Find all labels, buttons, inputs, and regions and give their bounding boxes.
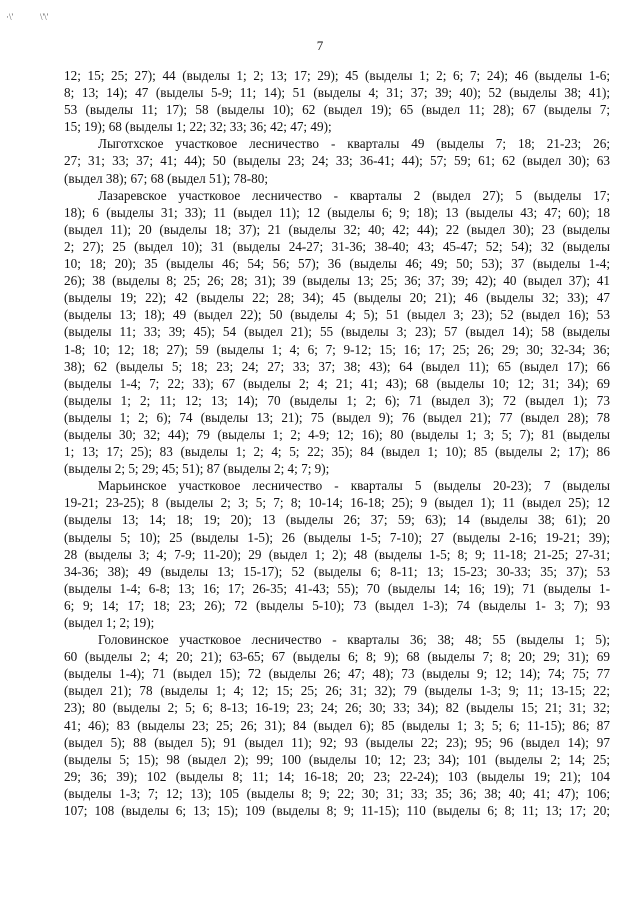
text-line: (выдел 21); 78 (выделы 1; 4; 12; 15; 25; 26; 31; 32); 79 (выделы 1-3; 9; 11; 13-15; 22; bbox=[64, 683, 610, 699]
text-line: (выдел 11); 20 (выделы 18; 37); 21 (выделы 32; 40; 42; 44); 22 (выдел 30); 23 (выделы bbox=[64, 221, 610, 237]
page-number: 7 bbox=[316, 38, 324, 53]
text-line: 38); 62 (выделы 5; 18; 23; 24; 27; 33; 37; 38; 43); 64 (выдел 11); 65 (выдел 17); 66 bbox=[64, 358, 610, 374]
text-line: (выделы 1; 2; 11; 12; 13; 14); 70 (выделы 1; 2; 6); 71 (выдел 3); 72 (выдел 1); 73 bbox=[64, 392, 610, 408]
text-line: (выделы 30; 32; 44); 79 (выделы 1; 2; 4-9; 12; 16); 80 (выделы 1; 3; 5; 7); 81 (выделы bbox=[64, 426, 610, 442]
text-line: 15; 19); 68 (выделы 1; 22; 32; 33; 36; 42; 47; 49); bbox=[64, 119, 332, 135]
paragraph bbox=[64, 477, 610, 631]
text-line: (выдел 38); 67; 68 (выдел 51); 78-80; bbox=[64, 170, 268, 186]
text-line: (выделы 1-4); 71 (выдел 15); 72 (выделы 26; 47; 48); 73 (выделы 9; 12; 14); 74; 75; 77 bbox=[64, 666, 610, 682]
text-line: 1; 13; 17; 25); 83 (выделы 1; 2; 4; 5; 22; 35); 84 (выдел 1; 10); 85 (выделы 2; 17); 86 bbox=[64, 444, 610, 460]
text-line: 6; 9; 14; 17; 18; 23; 26); 72 (выделы 5-10); 73 (выдел 1-3); 74 (выделы 1- 3; 7); 93 bbox=[64, 597, 610, 613]
document-body bbox=[64, 67, 610, 819]
text-line: Головинское участковое лесничество - кварталы 36; 38; 48; 55 (выделы 1; 5); bbox=[98, 632, 610, 648]
scan-artifact: ·\' bbox=[6, 12, 14, 22]
text-line: 2; 27); 25 (выдел 10); 31 (выделы 24-27; 31-36; 38-40; 43; 45-47; 52; 54); 32 (выделы bbox=[64, 238, 610, 254]
text-line: (выделы 13; 18); 49 (выдел 22); 50 (выделы 4; 5); 51 (выдел 3; 23); 52 (выдел 16); 53 bbox=[64, 307, 610, 323]
text-line: (выделы 19; 22); 42 (выделы 22; 28; 34); 45 (выделы 20; 21); 46 (выделы 32; 33); 47 bbox=[64, 290, 610, 306]
text-line: (выдел 1; 2; 19); bbox=[64, 615, 155, 630]
text-line: 10; 18; 20); 35 (выделы 46; 54; 56; 57); 36 (выделы 46; 49; 50; 53); 37 (выделы 1-4; bbox=[64, 256, 610, 272]
text-line: Марьинское участковое лесничество - кварталы 5 (выделы 20-23); 7 (выделы bbox=[98, 478, 610, 494]
text-line: (выделы 5; 15); 98 (выдел 2); 99; 100 (выделы 10; 12; 23; 34); 101 (выделы 2; 14; 25; bbox=[64, 751, 610, 767]
text-line: (выделы 13; 14; 18; 19; 20); 13 (выделы 26; 37; 59; 63); 14 (выделы 38; 61); 20 bbox=[64, 512, 610, 528]
text-line: 18); 6 (выделы 31; 33); 11 (выдел 11); 12 (выделы 6; 9; 18); 13 (выделы 43; 47; 60); 18 bbox=[64, 204, 610, 220]
text-line: 41; 46); 83 (выделы 23; 25; 26; 31); 84 (выдел 6); 85 (выделы 1; 3; 5; 6; 11-15); 86; 87 bbox=[64, 717, 610, 733]
paragraph bbox=[64, 187, 610, 478]
text-line: 26); 38 (выделы 8; 25; 26; 28; 31); 39 (выделы 13; 25; 36; 37; 39; 42); 40 (выдел 37); 41 bbox=[64, 273, 610, 289]
text-line: (выделы 11; 33; 39; 45); 54 (выдел 21); 55 (выделы 3; 23); 57 (выдел 14); 58 (выделы bbox=[64, 324, 610, 340]
text-line: (выдел 5); 88 (выдел 5); 91 (выдел 11); 92; 93 (выделы 22; 23); 95; 96 (выдел 14); 97 bbox=[64, 734, 610, 750]
text-line: 53 (выделы 11; 17); 58 (выделы 10); 62 (выдел 19); 65 (выдел 11; 28); 67 (выделы 7; bbox=[64, 102, 610, 118]
text-line: 1-8; 10; 12; 18; 27); 59 (выделы 1; 4; 6; 7; 9-12; 15; 16; 17; 25; 26; 29; 30; 32-34; 36; bbox=[64, 341, 610, 357]
paragraph bbox=[64, 67, 610, 135]
text-line: (выделы 2; 5; 29; 45; 51); 87 (выделы 2; 4; 7; 9); bbox=[64, 461, 330, 477]
text-line: 28 (выделы 3; 4; 7-9; 11-20); 29 (выдел 1; 2); 48 (выделы 1-5; 8; 9; 11-18; 21-25; 27-31; bbox=[64, 546, 610, 562]
text-line: 27; 31; 33; 37; 41; 44); 50 (выделы 23; 24; 33; 36-41; 44); 57; 59; 61; 62 (выдел 30); 63 bbox=[64, 153, 610, 169]
text-line: (выделы 1-4; 7; 22; 33); 67 (выделы 2; 4; 21; 41; 43); 68 (выделы 10; 12; 31; 34); 69 bbox=[64, 375, 610, 391]
paragraph bbox=[64, 631, 610, 819]
text-line: 12; 15; 25; 27); 44 (выделы 1; 2; 13; 17; 29); 45 (выделы 1; 2; 6; 7; 24); 46 (выделы 1-6; bbox=[64, 68, 610, 83]
text-line: 60 (выделы 2; 4; 20; 21); 63-65; 67 (выделы 6; 8; 9); 68 (выделы 7; 8; 20; 29; 31); 69 bbox=[64, 649, 610, 665]
text-line: 107; 108 (выделы 6; 13; 15); 109 (выделы 8; 9; 11-15); 110 (выделы 6; 8; 11; 13; 17; 20; bbox=[64, 803, 610, 819]
text-line: 29; 36; 39); 102 (выделы 8; 11; 14; 16-18; 20; 23; 22-24); 103 (выделы 19; 21); 104 bbox=[64, 768, 610, 784]
scan-artifact: \'\' bbox=[40, 12, 49, 22]
text-line: (выделы 1; 2; 6); 74 (выделы 13; 21); 75 (выдел 9); 76 (выдел 21); 77 (выдел 28); 78 bbox=[64, 409, 610, 425]
text-line: (выделы 1-4; 6-8; 13; 16; 17; 26-35; 41-43; 55); 70 (выделы 14; 16; 19); 71 (выделы 1- bbox=[64, 580, 610, 596]
text-line: Лыготхское участковое лесничество - кварталы 49 (выделы 7; 18; 21-23; 26; bbox=[98, 136, 610, 152]
text-line: 23); 80 (выделы 2; 5; 6; 8-13; 16-19; 23; 24; 26; 30; 33; 34); 82 (выделы 15; 21; 31; 32; bbox=[64, 700, 610, 716]
text-line: (выделы 1-3; 7; 12; 13); 105 (выделы 8; 9; 22; 30; 31; 33; 35; 36; 38; 40; 41; 47); 106; bbox=[64, 785, 610, 801]
text-line: 8; 13; 14); 47 (выделы 5-9; 11; 14); 51 (выделы 4; 31; 37; 39; 40); 52 (выделы 38; 41); bbox=[64, 85, 610, 101]
text-line: 19-21; 23-25); 8 (выделы 2; 3; 5; 7; 8; 10-14; 16-18; 25); 9 (выдел 1); 11 (выдел 25); 12 bbox=[64, 495, 610, 511]
paragraph bbox=[64, 135, 610, 186]
text-line: (выделы 5; 10); 25 (выделы 1-5); 26 (выделы 1-5; 7-10); 27 (выделы 2-16; 19-21; 39); bbox=[64, 529, 610, 545]
text-line: Лазаревское участковое лесничество - кварталы 2 (выдел 27); 5 (выделы 17; bbox=[98, 187, 610, 203]
text-line: 34-36; 38); 49 (выделы 13; 15-17); 52 (выделы 6; 8-11; 13; 15-23; 30-33; 35; 37); 53 bbox=[64, 563, 610, 579]
